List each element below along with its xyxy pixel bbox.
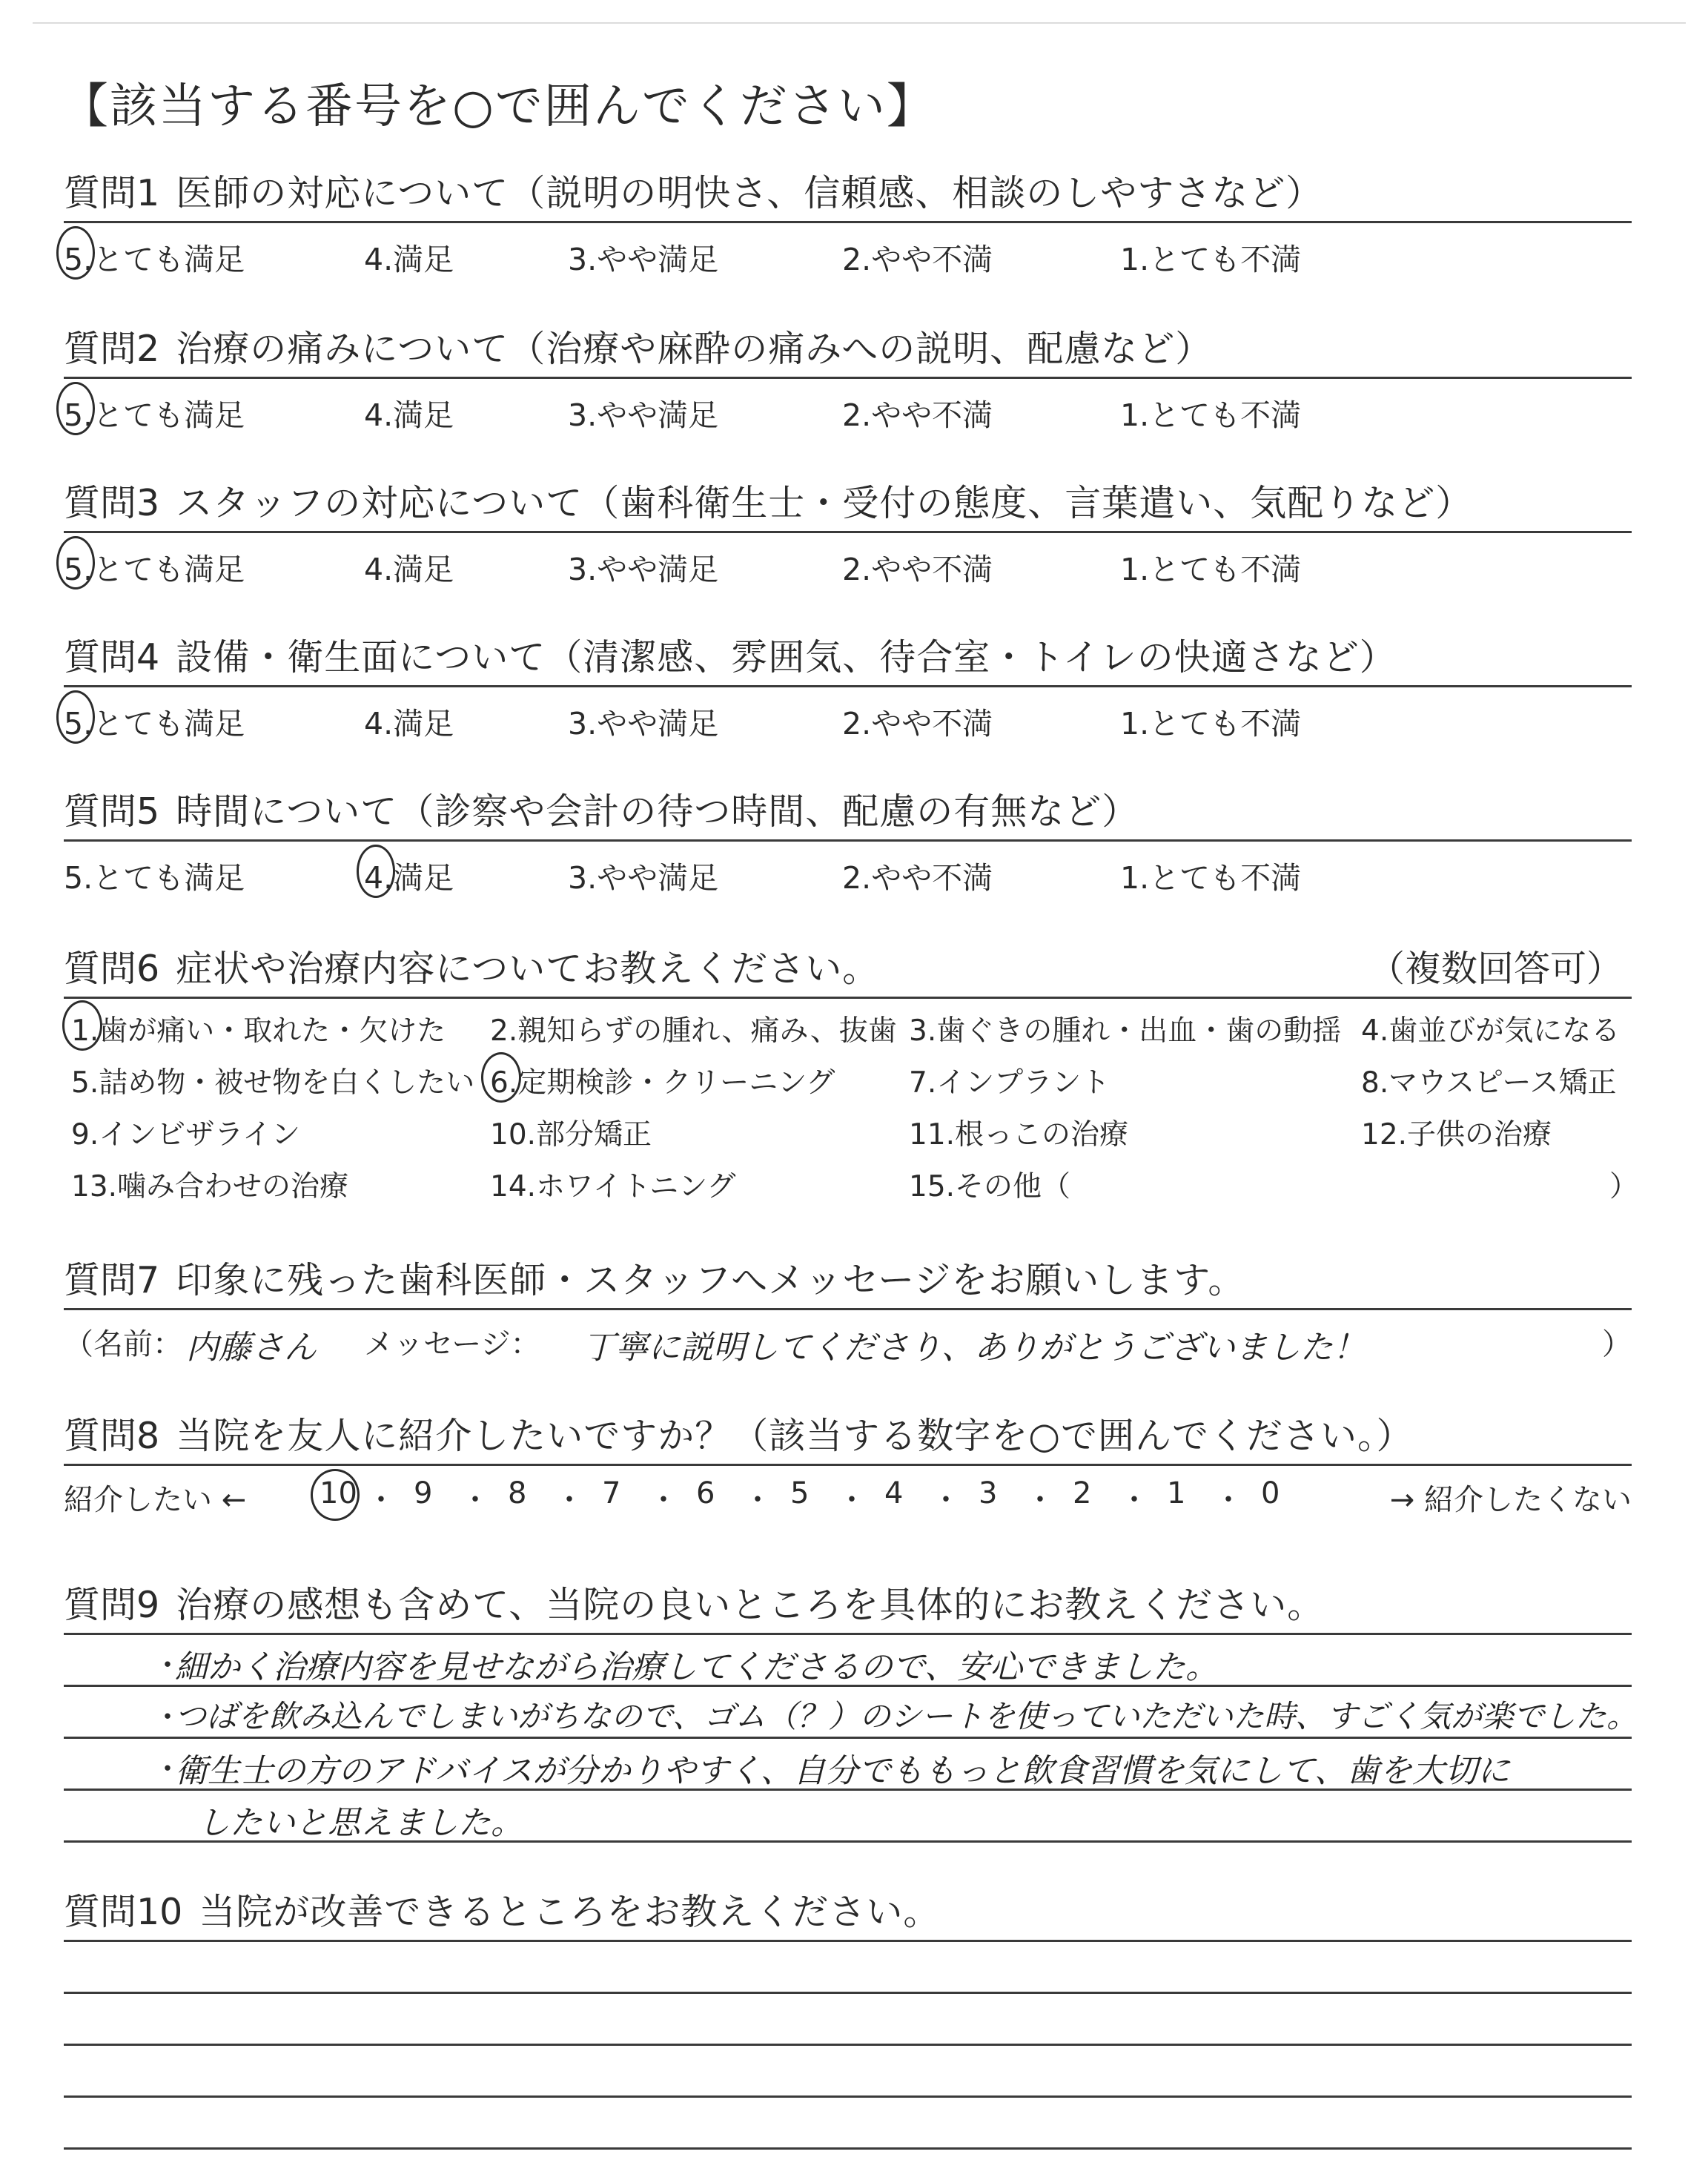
question-text: 印象に残った歯科医師・スタッフへメッセージをお願いします。 (176, 1259, 1245, 1301)
answer-line (64, 2147, 1632, 2150)
top-border (33, 22, 1686, 24)
question-rule (64, 997, 1632, 999)
question-9 (64, 1576, 1638, 1895)
scale-dot: ・ (555, 1483, 584, 1517)
selection-circle (481, 1052, 521, 1103)
rating-option[interactable]: 5.とても満足 (64, 706, 245, 742)
answer-line (64, 1992, 1632, 1994)
question-2 (64, 320, 1632, 443)
symptom-option[interactable]: 11.根っこの治療 (909, 1118, 1129, 1152)
question-3 (64, 475, 1632, 597)
rating-option[interactable]: 4.満足 (364, 397, 454, 433)
rating-option[interactable]: 4.満足 (364, 552, 454, 587)
question-number: 質問5 (64, 790, 160, 833)
message-label: メッセージ： (364, 1327, 540, 1361)
answer-line (64, 1633, 1632, 1635)
rating-options (64, 853, 1632, 905)
symptom-option[interactable]: 8.マウスピース矯正 (1361, 1066, 1617, 1100)
answer-bullet: ・ (153, 1700, 182, 1734)
question-8 (64, 1407, 1632, 1525)
rating-option[interactable]: 3.やや満足 (568, 860, 719, 896)
symptom-option[interactable]: 1.歯が痛い・取れた・欠けた (71, 1014, 446, 1048)
answer-line (64, 1737, 1632, 1739)
answer-text: 衛生士の方のアドバイスが分かりやすく、自分でももっと飲食習慣を気にして、歯を大切に (175, 1752, 1510, 1790)
scale-dot: ・ (1119, 1483, 1149, 1517)
question-5 (64, 783, 1632, 905)
scale-value[interactable]: 10 (320, 1476, 357, 1510)
question-number: 質問6 (64, 948, 160, 990)
rating-option[interactable]: 4.満足 (364, 860, 454, 896)
scale-dot: ・ (1214, 1483, 1243, 1517)
q9-answer-area[interactable] (64, 1628, 1638, 1895)
rating-option[interactable]: 1.とても不満 (1120, 860, 1302, 896)
symptom-option[interactable]: 15.その他（ (909, 1170, 1071, 1203)
question-rule (64, 685, 1632, 687)
symptom-option[interactable]: 2.親知らずの腫れ、痛み、抜歯 (490, 1014, 897, 1048)
symptom-option[interactable]: 10.部分矯正 (490, 1118, 652, 1152)
question-text: スタッフの対応について（歯科衛生士・受付の態度、言葉遣い、気配りなど） (176, 482, 1473, 524)
question-text: 医師の対応について（説明の明快さ、信頼感、相談のしやすさなど） (176, 172, 1323, 214)
question-number: 質問3 (64, 482, 160, 524)
question-rule (64, 221, 1632, 223)
rating-option[interactable]: 4.満足 (364, 706, 454, 742)
question-rule (64, 1464, 1632, 1466)
scale-dot: ・ (649, 1483, 678, 1517)
answer-bullet: ・ (153, 1752, 182, 1786)
rating-option[interactable]: 1.とても不満 (1120, 242, 1302, 277)
question-number: 質問7 (64, 1259, 160, 1301)
rating-option[interactable]: 2.やや不満 (842, 552, 993, 587)
rating-option[interactable]: 2.やや不満 (842, 242, 993, 277)
symptom-option[interactable]: 5.詰め物・被せ物を白くしたい (71, 1066, 475, 1100)
answer-bullet: ・ (153, 1648, 182, 1682)
symptom-option[interactable]: 4.歯並びが気になる (1361, 1014, 1621, 1048)
question-text: 症状や治療内容についてお教えください。 (176, 948, 880, 990)
question-rule (64, 839, 1632, 842)
scale-right-label: → 紹介したくない (1389, 1483, 1632, 1517)
name-value[interactable]: 内藤さん (186, 1329, 317, 1367)
rating-option[interactable]: 2.やや不満 (842, 397, 993, 433)
rating-option[interactable]: 5.とても満足 (64, 242, 245, 277)
question-number: 質問10 (64, 1891, 183, 1933)
question-text: 当院が改善できるところをお教えください。 (199, 1891, 941, 1933)
rating-option[interactable]: 1.とても不満 (1120, 397, 1302, 433)
question-10 (64, 1883, 1632, 2158)
selection-circle (56, 536, 95, 589)
q6-options (64, 1008, 1639, 1223)
symptom-option[interactable]: 3.歯ぐきの腫れ・出血・歯の動揺 (909, 1014, 1342, 1048)
scale-dot: ・ (743, 1483, 772, 1517)
symptom-option: ） (1609, 1170, 1639, 1203)
answer-line (64, 2044, 1632, 2046)
question-number: 質問9 (64, 1584, 160, 1626)
scale-value[interactable]: 7 (602, 1476, 621, 1510)
rating-option[interactable]: 2.やや不満 (842, 706, 993, 742)
scale-value[interactable]: 1 (1167, 1476, 1186, 1510)
q10-answer-area[interactable] (64, 1935, 1632, 2158)
question-text: 当院を友人に紹介したいですか？（該当する数字を○で囲んでください。） (176, 1415, 1414, 1457)
question-text: 治療の痛みについて（治療や麻酔の痛みへの説明、配慮など） (176, 328, 1213, 370)
message-value[interactable]: 丁寧に説明してくださり、ありがとうございました！ (583, 1329, 1366, 1367)
question-rule (64, 377, 1632, 379)
question-text: 時間について（診察や会計の待つ時間、配慮の有無など） (176, 790, 1139, 833)
answer-text: したいと思えました。 (197, 1804, 523, 1842)
rating-options (64, 235, 1632, 287)
rating-option[interactable]: 3.やや満足 (568, 242, 719, 277)
question-text: 設備・衛生面について（清潔感、雰囲気、待合室・トイレの快適さなど） (176, 636, 1397, 678)
symptom-option[interactable]: 9.インビザライン (71, 1118, 301, 1152)
question-1 (64, 165, 1632, 287)
answer-line (64, 2095, 1632, 2098)
question-6 (64, 940, 1639, 1223)
name-label: （名前： (64, 1327, 182, 1361)
scale-value[interactable]: 2 (1073, 1476, 1092, 1510)
question-rule (64, 531, 1632, 533)
scale-value[interactable]: 3 (979, 1476, 998, 1510)
rating-option[interactable]: 2.やや不満 (842, 860, 993, 896)
rating-options (64, 699, 1632, 751)
question-7 (64, 1252, 1632, 1370)
question-number: 質問4 (64, 636, 160, 678)
question-text: 治療の感想も含めて、当院の良いところを具体的にお教えください。 (176, 1584, 1325, 1626)
question-4 (64, 629, 1632, 751)
symptom-option[interactable]: 13.噛み合わせの治療 (71, 1170, 349, 1203)
question-rule (64, 1308, 1632, 1310)
question-number: 質問2 (64, 328, 160, 370)
rating-options (64, 391, 1632, 443)
selection-circle (357, 845, 395, 898)
selection-circle (311, 1469, 360, 1521)
form-heading: 【該当する番号を○で囲んでください】 (61, 79, 936, 134)
scale-dot: ・ (1025, 1483, 1055, 1517)
symptom-option[interactable]: 14.ホワイトニング (490, 1170, 736, 1203)
rating-option[interactable]: 1.とても不満 (1120, 552, 1302, 587)
symptom-option[interactable]: 12.子供の治療 (1361, 1118, 1552, 1152)
rating-option[interactable]: 5.とても満足 (64, 860, 245, 896)
scale-value[interactable]: 5 (790, 1476, 810, 1510)
rating-option[interactable]: 5.とても満足 (64, 397, 245, 433)
rating-option[interactable]: 3.やや満足 (568, 552, 719, 587)
selection-circle (56, 690, 95, 744)
question-number: 質問1 (64, 172, 160, 214)
selection-circle (62, 1000, 102, 1051)
close-paren: ） (1602, 1327, 1632, 1361)
selection-circle (56, 382, 95, 435)
symptom-option[interactable]: 6.定期検診・クリーニング (490, 1066, 835, 1100)
rating-option[interactable]: 3.やや満足 (568, 397, 719, 433)
symptom-option[interactable]: 7.インプラント (909, 1066, 1110, 1100)
scale-value[interactable]: 9 (414, 1476, 433, 1510)
scale-dot: ・ (837, 1483, 867, 1517)
rating-option[interactable]: 5.とても満足 (64, 552, 245, 587)
scale-value[interactable]: 0 (1261, 1476, 1280, 1510)
multiple-answer-note: （複数回答可） (1368, 948, 1623, 990)
rating-option[interactable]: 4.満足 (364, 242, 454, 277)
answer-text: つばを飲み込んでしまいがちなので、ゴム（？）のシートを使っていただいた時、すごく気が楽でした。 (175, 1698, 1638, 1734)
scale-dot: ・ (460, 1483, 490, 1517)
scale-value[interactable]: 6 (696, 1476, 715, 1510)
scale-value[interactable]: 4 (884, 1476, 904, 1510)
rating-options (64, 545, 1632, 597)
scale-left-label: 紹介したい ← (64, 1483, 247, 1517)
answer-line (64, 1940, 1632, 1942)
rating-option[interactable]: 3.やや満足 (568, 706, 719, 742)
answer-text: 細かく治療内容を見せながら治療してくださるので、安心できました。 (175, 1648, 1219, 1686)
scale-value[interactable]: 8 (508, 1476, 527, 1510)
rating-option[interactable]: 1.とても不満 (1120, 706, 1302, 742)
scale-dot: ・ (931, 1483, 961, 1517)
scale-dot: ・ (366, 1483, 396, 1517)
question-number: 質問8 (64, 1415, 160, 1457)
selection-circle (56, 226, 95, 280)
